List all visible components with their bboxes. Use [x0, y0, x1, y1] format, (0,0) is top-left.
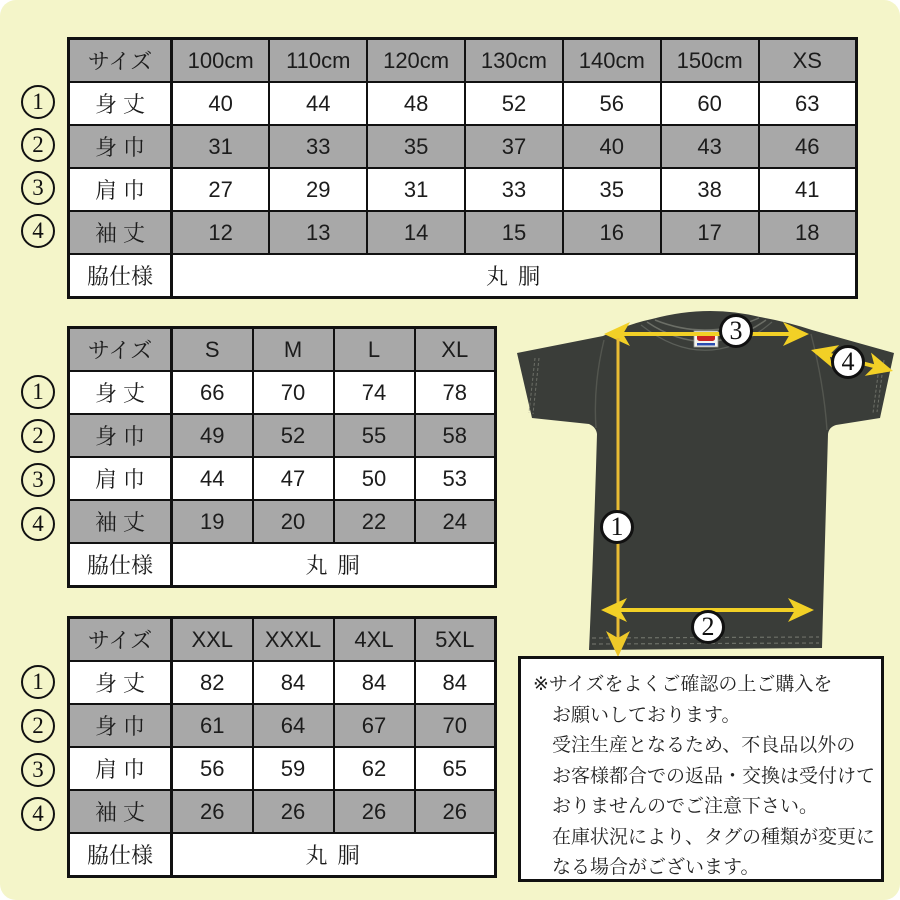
row-number-circle: 4 — [21, 797, 55, 831]
measure-value-cell: 67 — [334, 704, 415, 747]
note-line: 受注生産となるため、不良品以外の — [552, 735, 856, 756]
measure-value-cell: 59 — [253, 747, 334, 790]
measure-value-cell: 31 — [172, 125, 270, 168]
row-number-circle: 4 — [21, 507, 55, 541]
size-column-header: S — [172, 328, 253, 372]
marker-sleeve-length: 4 — [831, 345, 865, 379]
measure-value-cell: 55 — [334, 414, 415, 457]
side-spec-label: 脇仕様 — [69, 833, 172, 877]
size-column-header: XXL — [172, 618, 253, 662]
measure-value-cell: 56 — [563, 82, 661, 125]
measure-value-cell: 47 — [253, 457, 334, 500]
measure-value-cell: 38 — [661, 168, 759, 211]
measure-value-cell: 58 — [415, 414, 496, 457]
measure-value-cell: 35 — [563, 168, 661, 211]
size-header-label: サイズ — [69, 618, 172, 662]
size-column-header: 150cm — [661, 39, 759, 83]
measure-row-label: 肩 巾 — [69, 457, 172, 500]
marker-body-width: 2 — [691, 610, 725, 644]
measure-value-cell: 66 — [172, 371, 253, 414]
measure-value-cell: 40 — [172, 82, 270, 125]
marker-body-length: 1 — [600, 510, 634, 544]
row-number-circle: 4 — [21, 214, 55, 248]
measure-value-cell: 84 — [334, 661, 415, 704]
note-line: ※サイズをよくご確認の上ご購入を — [533, 674, 833, 695]
size-column-header: M — [253, 328, 334, 372]
size-column-header: XL — [415, 328, 496, 372]
measure-value-cell: 18 — [759, 211, 857, 254]
side-spec-label: 脇仕様 — [69, 254, 172, 298]
measure-value-cell: 12 — [172, 211, 270, 254]
measure-value-cell: 40 — [563, 125, 661, 168]
measure-value-cell: 62 — [334, 747, 415, 790]
measure-value-cell: 61 — [172, 704, 253, 747]
size-header-label: サイズ — [69, 328, 172, 372]
row-number-circle: 3 — [21, 753, 55, 787]
side-spec-value: 丸 胴 — [172, 254, 857, 298]
measure-value-cell: 14 — [367, 211, 465, 254]
measure-value-cell: 13 — [269, 211, 367, 254]
measure-value-cell: 19 — [172, 500, 253, 543]
measure-value-cell: 33 — [465, 168, 563, 211]
row-number-circle: 2 — [21, 128, 55, 162]
measure-value-cell: 64 — [253, 704, 334, 747]
size-column-header: 4XL — [334, 618, 415, 662]
row-number-circle: 3 — [21, 171, 55, 205]
measure-value-cell: 15 — [465, 211, 563, 254]
row-number-circle: 3 — [21, 463, 55, 497]
measure-row-label: 身 丈 — [69, 82, 172, 125]
measure-value-cell: 56 — [172, 747, 253, 790]
measure-value-cell: 37 — [465, 125, 563, 168]
size-column-header: 140cm — [563, 39, 661, 83]
row-number-circle: 2 — [21, 419, 55, 453]
measure-value-cell: 50 — [334, 457, 415, 500]
measure-value-cell: 26 — [334, 790, 415, 833]
measure-value-cell: 52 — [253, 414, 334, 457]
measure-row-label: 身 巾 — [69, 125, 172, 168]
side-spec-label: 脇仕様 — [69, 543, 172, 587]
measure-row-label: 袖 丈 — [69, 790, 172, 833]
measure-value-cell: 17 — [661, 211, 759, 254]
measure-value-cell: 84 — [415, 661, 496, 704]
measure-value-cell: 41 — [759, 168, 857, 211]
size-column-header: 100cm — [172, 39, 270, 83]
measure-value-cell: 63 — [759, 82, 857, 125]
measure-value-cell: 70 — [415, 704, 496, 747]
note-line: おりませんのでご注意下さい。 — [552, 796, 819, 817]
measure-value-cell: 44 — [269, 82, 367, 125]
size-table-adult-wrap — [32, 326, 497, 588]
size-table-big — [67, 616, 497, 878]
measure-value-cell: 26 — [172, 790, 253, 833]
measure-value-cell: 35 — [367, 125, 465, 168]
measure-row-label: 袖 丈 — [69, 500, 172, 543]
measure-value-cell: 70 — [253, 371, 334, 414]
measure-value-cell: 16 — [563, 211, 661, 254]
note-line: お客様都合での返品・交換は受付けて — [552, 765, 876, 787]
measure-value-cell: 65 — [415, 747, 496, 790]
purchase-note-box — [518, 656, 884, 882]
measure-row-label: 身 丈 — [69, 371, 172, 414]
size-column-header: XXXL — [253, 618, 334, 662]
size-table-big-wrap — [32, 616, 497, 878]
measure-value-cell: 84 — [253, 661, 334, 704]
size-table-adult — [67, 326, 497, 588]
measure-row-label: 袖 丈 — [69, 211, 172, 254]
measure-row-label: 身 巾 — [69, 414, 172, 457]
measure-value-cell: 31 — [367, 168, 465, 211]
row-number-circle: 2 — [21, 709, 55, 743]
measure-value-cell: 48 — [367, 82, 465, 125]
size-column-header: XS — [759, 39, 857, 83]
measure-value-cell: 53 — [415, 457, 496, 500]
measure-value-cell: 27 — [172, 168, 270, 211]
size-table-kids — [67, 37, 858, 299]
measure-value-cell: 26 — [253, 790, 334, 833]
measure-value-cell: 20 — [253, 500, 334, 543]
measure-value-cell: 46 — [759, 125, 857, 168]
measure-value-cell: 43 — [661, 125, 759, 168]
measure-value-cell: 78 — [415, 371, 496, 414]
note-line: お願いしております。 — [552, 704, 741, 726]
size-column-header: 130cm — [465, 39, 563, 83]
size-column-header: 5XL — [415, 618, 496, 662]
size-column-header: 110cm — [269, 39, 367, 83]
measure-value-cell: 33 — [269, 125, 367, 168]
size-table-kids-wrap — [32, 37, 858, 299]
measure-value-cell: 82 — [172, 661, 253, 704]
size-column-header: 120cm — [367, 39, 465, 83]
measure-value-cell: 26 — [415, 790, 496, 833]
measure-row-label: 身 巾 — [69, 704, 172, 747]
row-number-circle: 1 — [21, 665, 55, 699]
measure-value-cell: 29 — [269, 168, 367, 211]
measure-row-label: 肩 巾 — [69, 168, 172, 211]
note-line: 在庫状況により、タグの種類が変更に — [552, 826, 876, 848]
side-spec-value: 丸 胴 — [172, 543, 496, 587]
measure-value-cell: 49 — [172, 414, 253, 457]
measure-value-cell: 44 — [172, 457, 253, 500]
measure-value-cell: 52 — [465, 82, 563, 125]
size-column-header: L — [334, 328, 415, 372]
size-header-label: サイズ — [69, 39, 172, 83]
marker-shoulder-width: 3 — [719, 314, 753, 348]
side-spec-value: 丸 胴 — [172, 833, 496, 877]
measure-value-cell: 74 — [334, 371, 415, 414]
measure-row-label: 身 丈 — [69, 661, 172, 704]
note-line: なる場合がございます。 — [552, 857, 760, 878]
row-number-circle: 1 — [21, 85, 55, 119]
row-number-circle: 1 — [21, 375, 55, 409]
measure-value-cell: 22 — [334, 500, 415, 543]
measure-row-label: 肩 巾 — [69, 747, 172, 790]
measure-value-cell: 24 — [415, 500, 496, 543]
measure-value-cell: 60 — [661, 82, 759, 125]
